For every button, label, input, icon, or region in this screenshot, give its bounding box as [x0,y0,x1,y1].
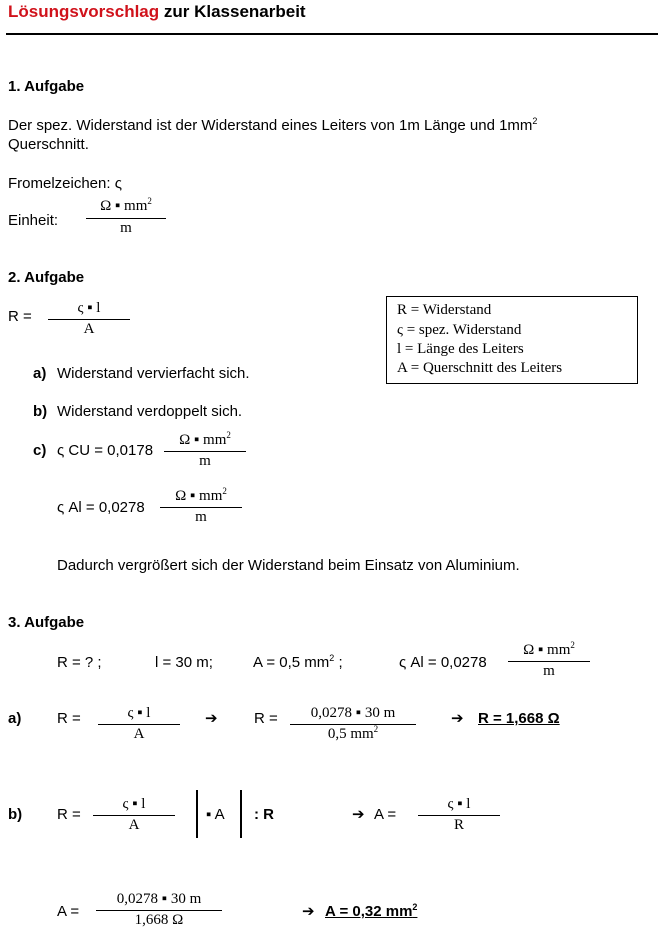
task1-unit-fraction [86,198,166,240]
task2-heading: 2. Aufgabe [8,269,85,286]
task1-heading: 1. Aufgabe [8,78,85,95]
fraction-denominator: A [128,817,140,833]
fraction-bar [508,661,590,662]
task2-a-label: a) [33,365,47,382]
task3-rho-unit [508,642,590,684]
task3-a-calc [290,705,416,749]
transform-divider-left [196,790,198,838]
fraction-bar [164,451,246,452]
fraction-numerator: ς ▪ l [77,300,101,316]
task3-heading: 3. Aufgabe [8,614,85,631]
task2-c-copper-unit [164,432,246,474]
task3-b-divide: : R [254,806,274,823]
legend-item: l = Länge des Leiters [397,341,524,357]
task3-b-r: R = [57,806,81,823]
task3-a-r2: R = [254,710,278,727]
task2-b-label: b) [33,403,48,420]
fraction-denominator: m [543,663,555,679]
page-title-highlight: Lösungsvorschlag [8,2,160,21]
task3-given-rho: ς Al = 0,0278 [399,654,487,671]
task1-definition-line2: Querschnitt. [8,136,89,153]
legend-item: R = Widerstand [397,302,492,318]
fraction-bar [93,815,175,816]
task1-symbol: Fromelzeichen: ς [8,175,122,192]
task2-c-aluminium: ς Al = 0,0278 [57,499,145,516]
fraction-denominator: 1,668 Ω [134,912,184,928]
fraction-bar [96,910,222,911]
task2-c-label: c) [33,442,47,459]
fraction-numerator: Ω ▪ $mm^2$ [523,640,575,658]
fraction-numerator: 0,0278 ▪ 30 m [116,891,202,907]
task3-a-r: R = [57,710,81,727]
task2-c-aluminium-unit [160,488,242,530]
fraction-denominator: m [199,453,211,469]
task2-conclusion: Dadurch vergrößert sich der Widerstand beim Einsatz von Aluminium. [57,557,520,574]
fraction-numerator: ς ▪ l [127,705,151,721]
task2-c-copper: ς CU = 0,0178 [57,442,154,459]
task3-b-result: A = 0,32 $mm^2$ [325,902,418,920]
fraction-denominator: R [453,817,464,833]
task3-b-calc [96,891,222,933]
task3-b-multiply: ▪ A [206,806,225,823]
fraction-bar [98,724,180,725]
task3-a-label: a) [8,710,22,727]
task2-a-answer: Widerstand vervierfacht sich. [57,365,250,382]
arrow-icon: ➔ [352,806,365,823]
task2-formula-fraction [48,300,130,340]
task1-definition-text: Der spez. Widerstand ist der Widerstand eines Leiters von 1m Länge und 1mm [8,117,533,134]
fraction-numerator: 0,0278 ▪ 30 m [310,705,396,721]
fraction-denominator: A [83,321,95,337]
fraction-numerator: Ω ▪ $mm^2$ [175,486,227,504]
task3-a-result: R = 1,668 Ω [478,710,560,727]
page-title [8,2,306,22]
page-title-rest: zur Klassenarbeit [159,2,306,21]
task1-unit-label: Einheit: [8,212,59,229]
fraction-bar [290,724,416,725]
legend-box [386,296,638,384]
legend-item: A = Querschnitt des Leiters [397,360,563,376]
fraction-numerator: Ω ▪ $mm^2$ [179,430,231,448]
fraction-bar [418,815,500,816]
task1-definition-line1 [8,117,537,134]
fraction-numerator: ς ▪ l [447,796,471,812]
fraction-bar [86,218,166,219]
fraction-denominator: A [133,726,145,742]
fraction-denominator: m [195,509,207,525]
fraction-denominator: 0,5 $mm^2$ [327,724,379,742]
fraction-numerator: ς ▪ l [122,796,146,812]
task2-formula-r: R = [8,308,32,325]
task3-given-area: A = 0,5 $mm^2$ ; [253,653,343,671]
task3-b-a2: A = [57,903,80,920]
fraction-numerator: Ω ▪ $mm^2$ [100,196,152,214]
fraction-bar [48,319,130,320]
task3-given-length: l = 30 m; [155,654,213,671]
task3-b-label: b) [8,806,23,823]
fraction-bar [160,507,242,508]
task3-a-formula [98,705,180,747]
arrow-icon: ➔ [451,710,464,727]
arrow-icon: ➔ [205,710,218,727]
task3-b-a: A = [374,806,397,823]
task2-b-answer: Widerstand verdoppelt sich. [57,403,243,420]
task3-given-r: R = ? ; [57,654,102,671]
fraction-denominator: m [120,220,132,236]
transform-divider-right [240,790,242,838]
legend-item: ς = spez. Widerstand [397,322,522,338]
arrow-icon: ➔ [302,903,315,920]
task1-definition-sup: 2 [532,116,538,126]
task3-b-formula [93,796,175,838]
title-rule [6,33,658,35]
task3-b-formula-a [418,796,500,838]
